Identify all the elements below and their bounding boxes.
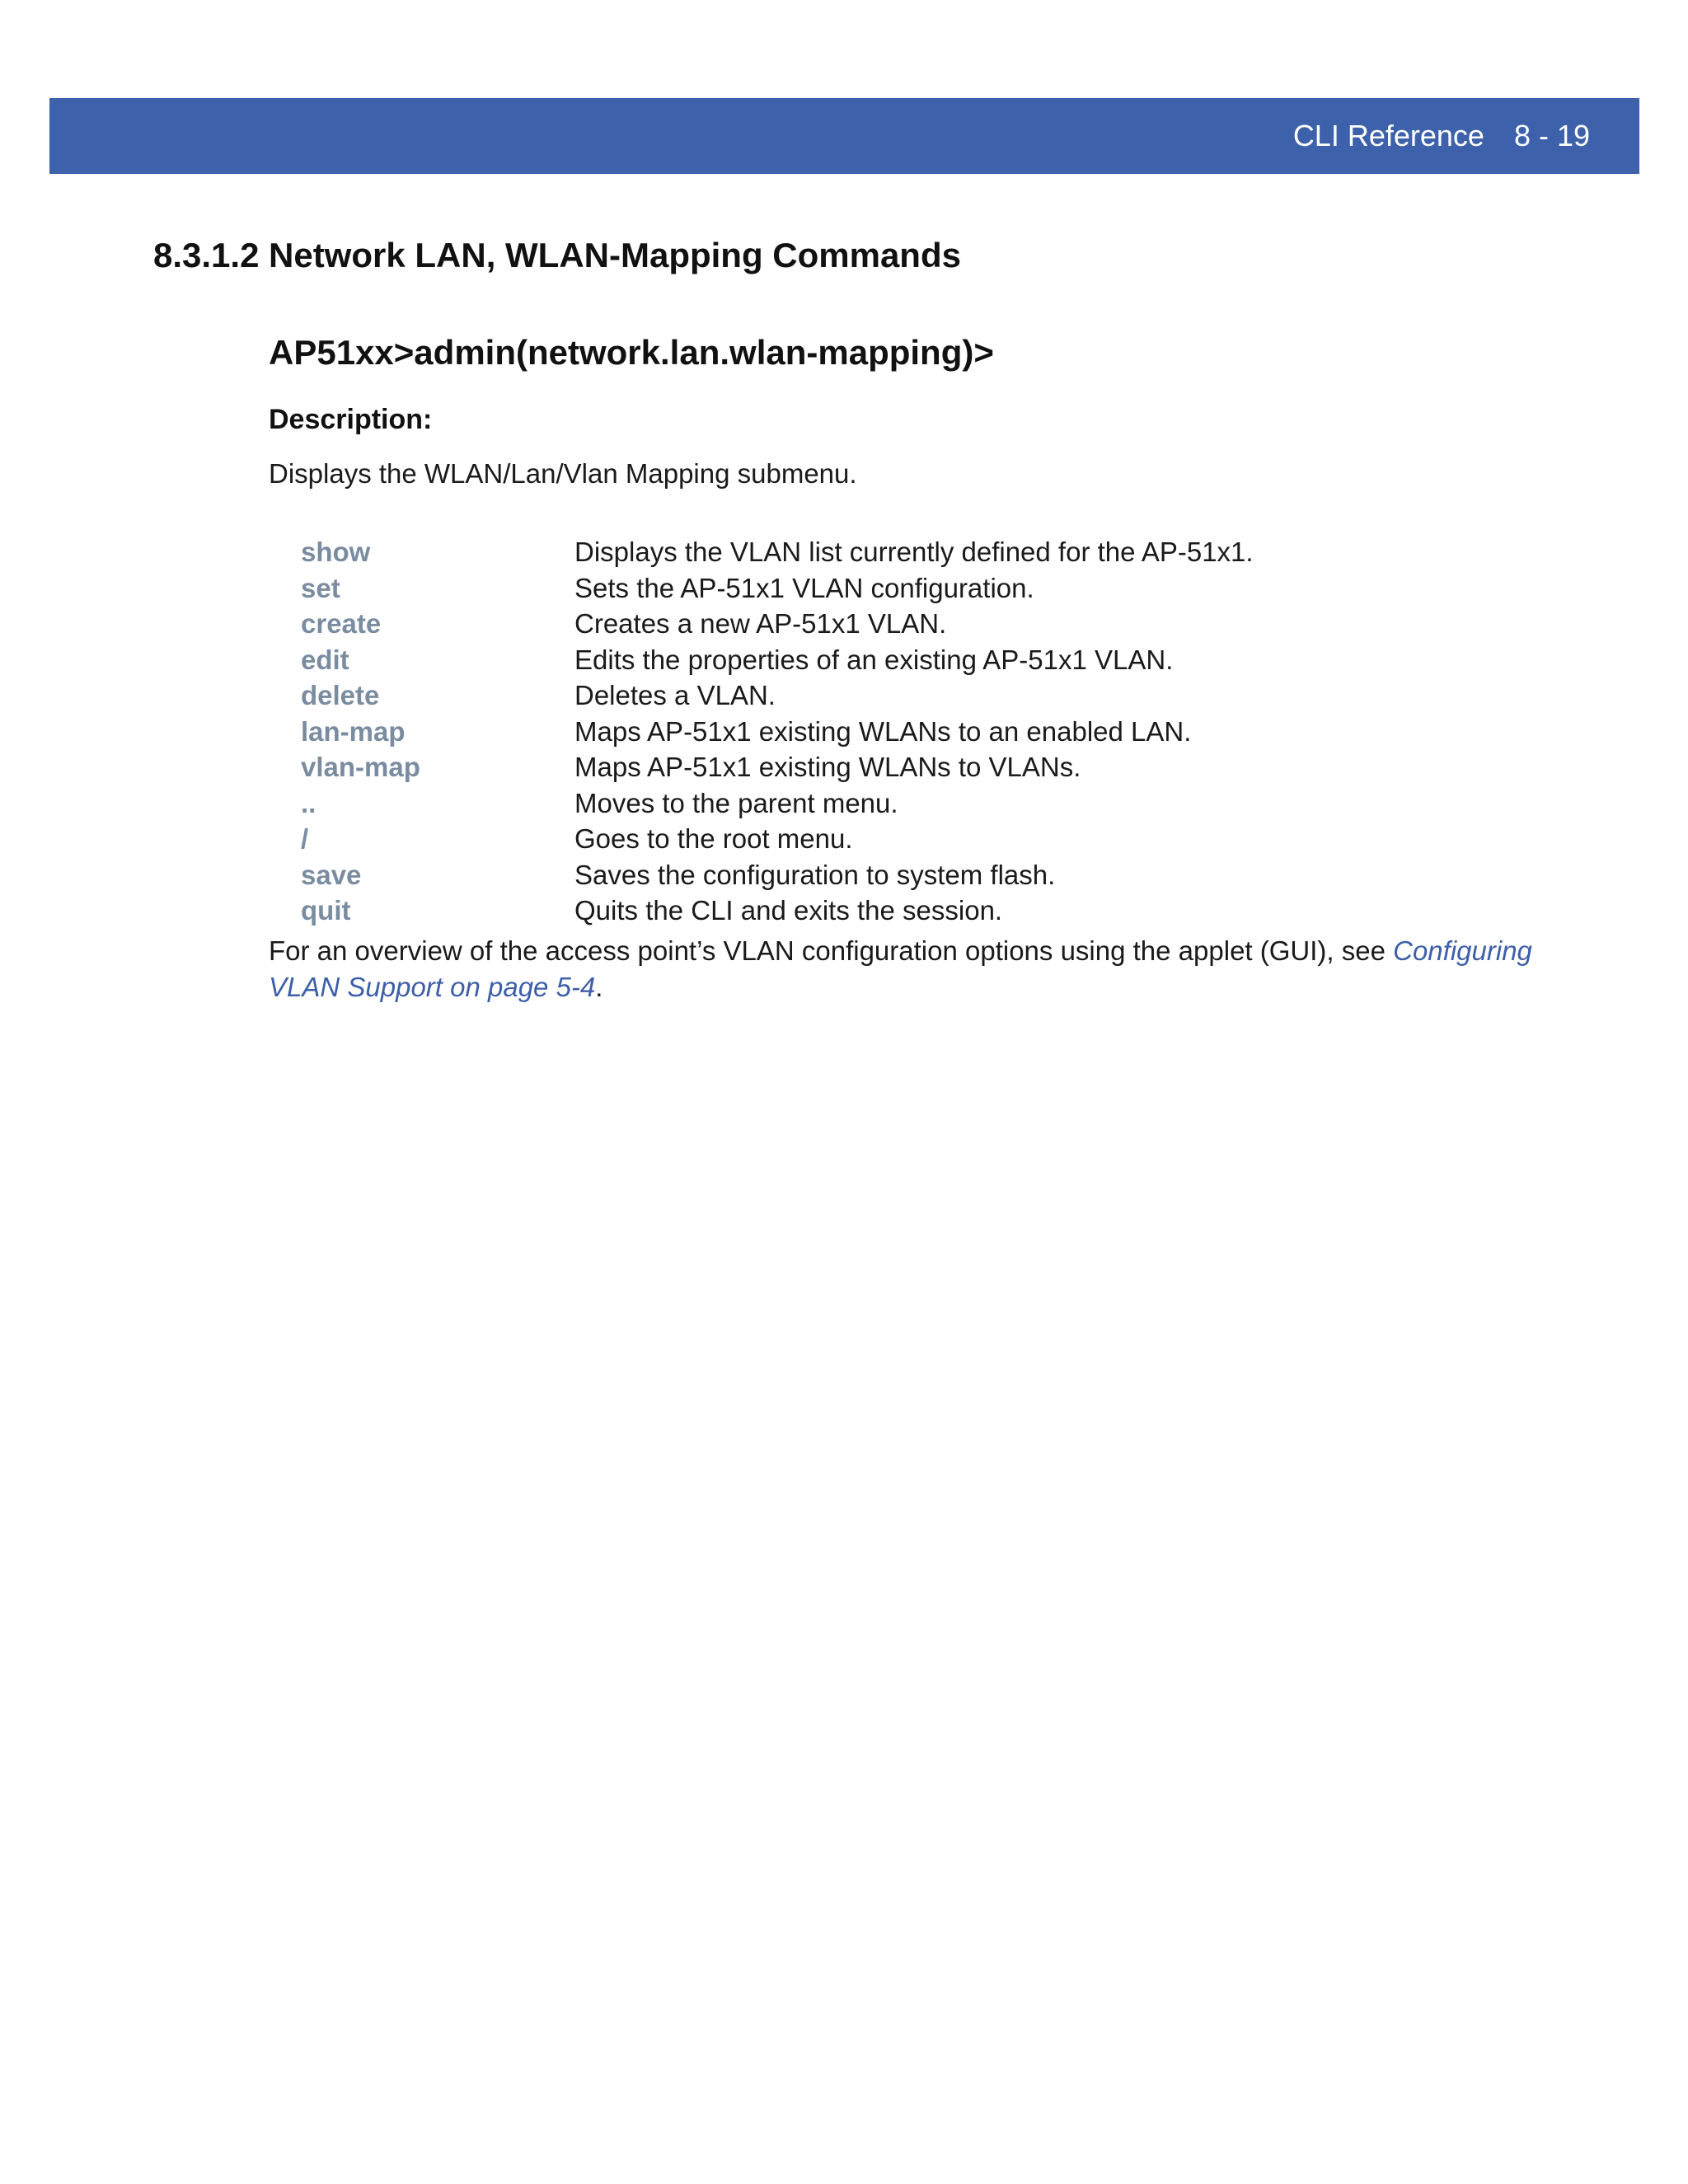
command-row bbox=[301, 606, 1254, 642]
description-label: Description: bbox=[269, 404, 433, 435]
overview-suffix: . bbox=[595, 972, 603, 1002]
command-name: .. bbox=[301, 787, 316, 818]
command-description: Quits the CLI and exits the session. bbox=[574, 895, 1003, 926]
command-description: Maps AP-51x1 existing WLANs to an enabled LAN. bbox=[574, 715, 1192, 747]
section-title: Network LAN, WLAN-Mapping Commands bbox=[269, 236, 961, 274]
command-name: create bbox=[301, 608, 382, 639]
command-row bbox=[301, 714, 1254, 750]
command-description: Deletes a VLAN. bbox=[574, 680, 776, 710]
command-row bbox=[301, 749, 1254, 785]
page-header-bar bbox=[49, 98, 1639, 174]
command-row bbox=[301, 821, 1254, 857]
command-name: edit bbox=[301, 644, 349, 675]
cross-reference-link[interactable]: Configuring VLAN Support on page 5-4 bbox=[269, 935, 1532, 1002]
command-description: Edits the properties of an existing AP-51x1 VLAN. bbox=[574, 644, 1174, 675]
command-description: Sets the AP-51x1 VLAN configuration. bbox=[574, 572, 1034, 603]
command-description: Moves to the parent menu. bbox=[574, 787, 898, 818]
command-description: Goes to the root menu. bbox=[574, 823, 853, 854]
command-row bbox=[301, 534, 1254, 570]
overview-text: For an overview of the access point’s VLAN configuration options using the applet (GUI), see bbox=[269, 935, 1394, 966]
command-name: set bbox=[301, 572, 340, 603]
command-description: Saves the configuration to system flash. bbox=[574, 859, 1056, 890]
command-name: / bbox=[301, 823, 309, 854]
header-title: CLI Reference bbox=[1292, 119, 1484, 152]
command-name: vlan-map bbox=[301, 752, 420, 782]
command-name: save bbox=[301, 859, 362, 890]
command-description: Displays the VLAN list currently defined for the AP-51x1. bbox=[574, 537, 1254, 567]
header-text bbox=[1293, 98, 1590, 174]
command-table bbox=[301, 534, 1254, 929]
command-row bbox=[301, 642, 1254, 678]
description-text: Displays the WLAN/Lan/Vlan Mapping submenu. bbox=[269, 458, 857, 489]
command-path-heading: AP51xx>admin(network.lan.wlan-mapping)> bbox=[269, 333, 994, 372]
command-row bbox=[301, 857, 1254, 893]
command-name: delete bbox=[301, 680, 380, 710]
command-description: Maps AP-51x1 existing WLANs to VLANs. bbox=[574, 752, 1081, 782]
section-heading bbox=[153, 236, 961, 275]
command-description: Creates a new AP-51x1 VLAN. bbox=[574, 608, 947, 639]
command-row bbox=[301, 570, 1254, 607]
command-name: show bbox=[301, 537, 371, 567]
command-name: lan-map bbox=[301, 715, 406, 747]
overview-paragraph bbox=[269, 933, 1587, 1005]
command-row bbox=[301, 893, 1254, 929]
section-number: 8.3.1.2 bbox=[153, 236, 260, 274]
command-row bbox=[301, 677, 1254, 714]
command-row bbox=[301, 785, 1254, 822]
page-number: 8 - 19 bbox=[1513, 119, 1590, 152]
command-name: quit bbox=[301, 895, 351, 926]
